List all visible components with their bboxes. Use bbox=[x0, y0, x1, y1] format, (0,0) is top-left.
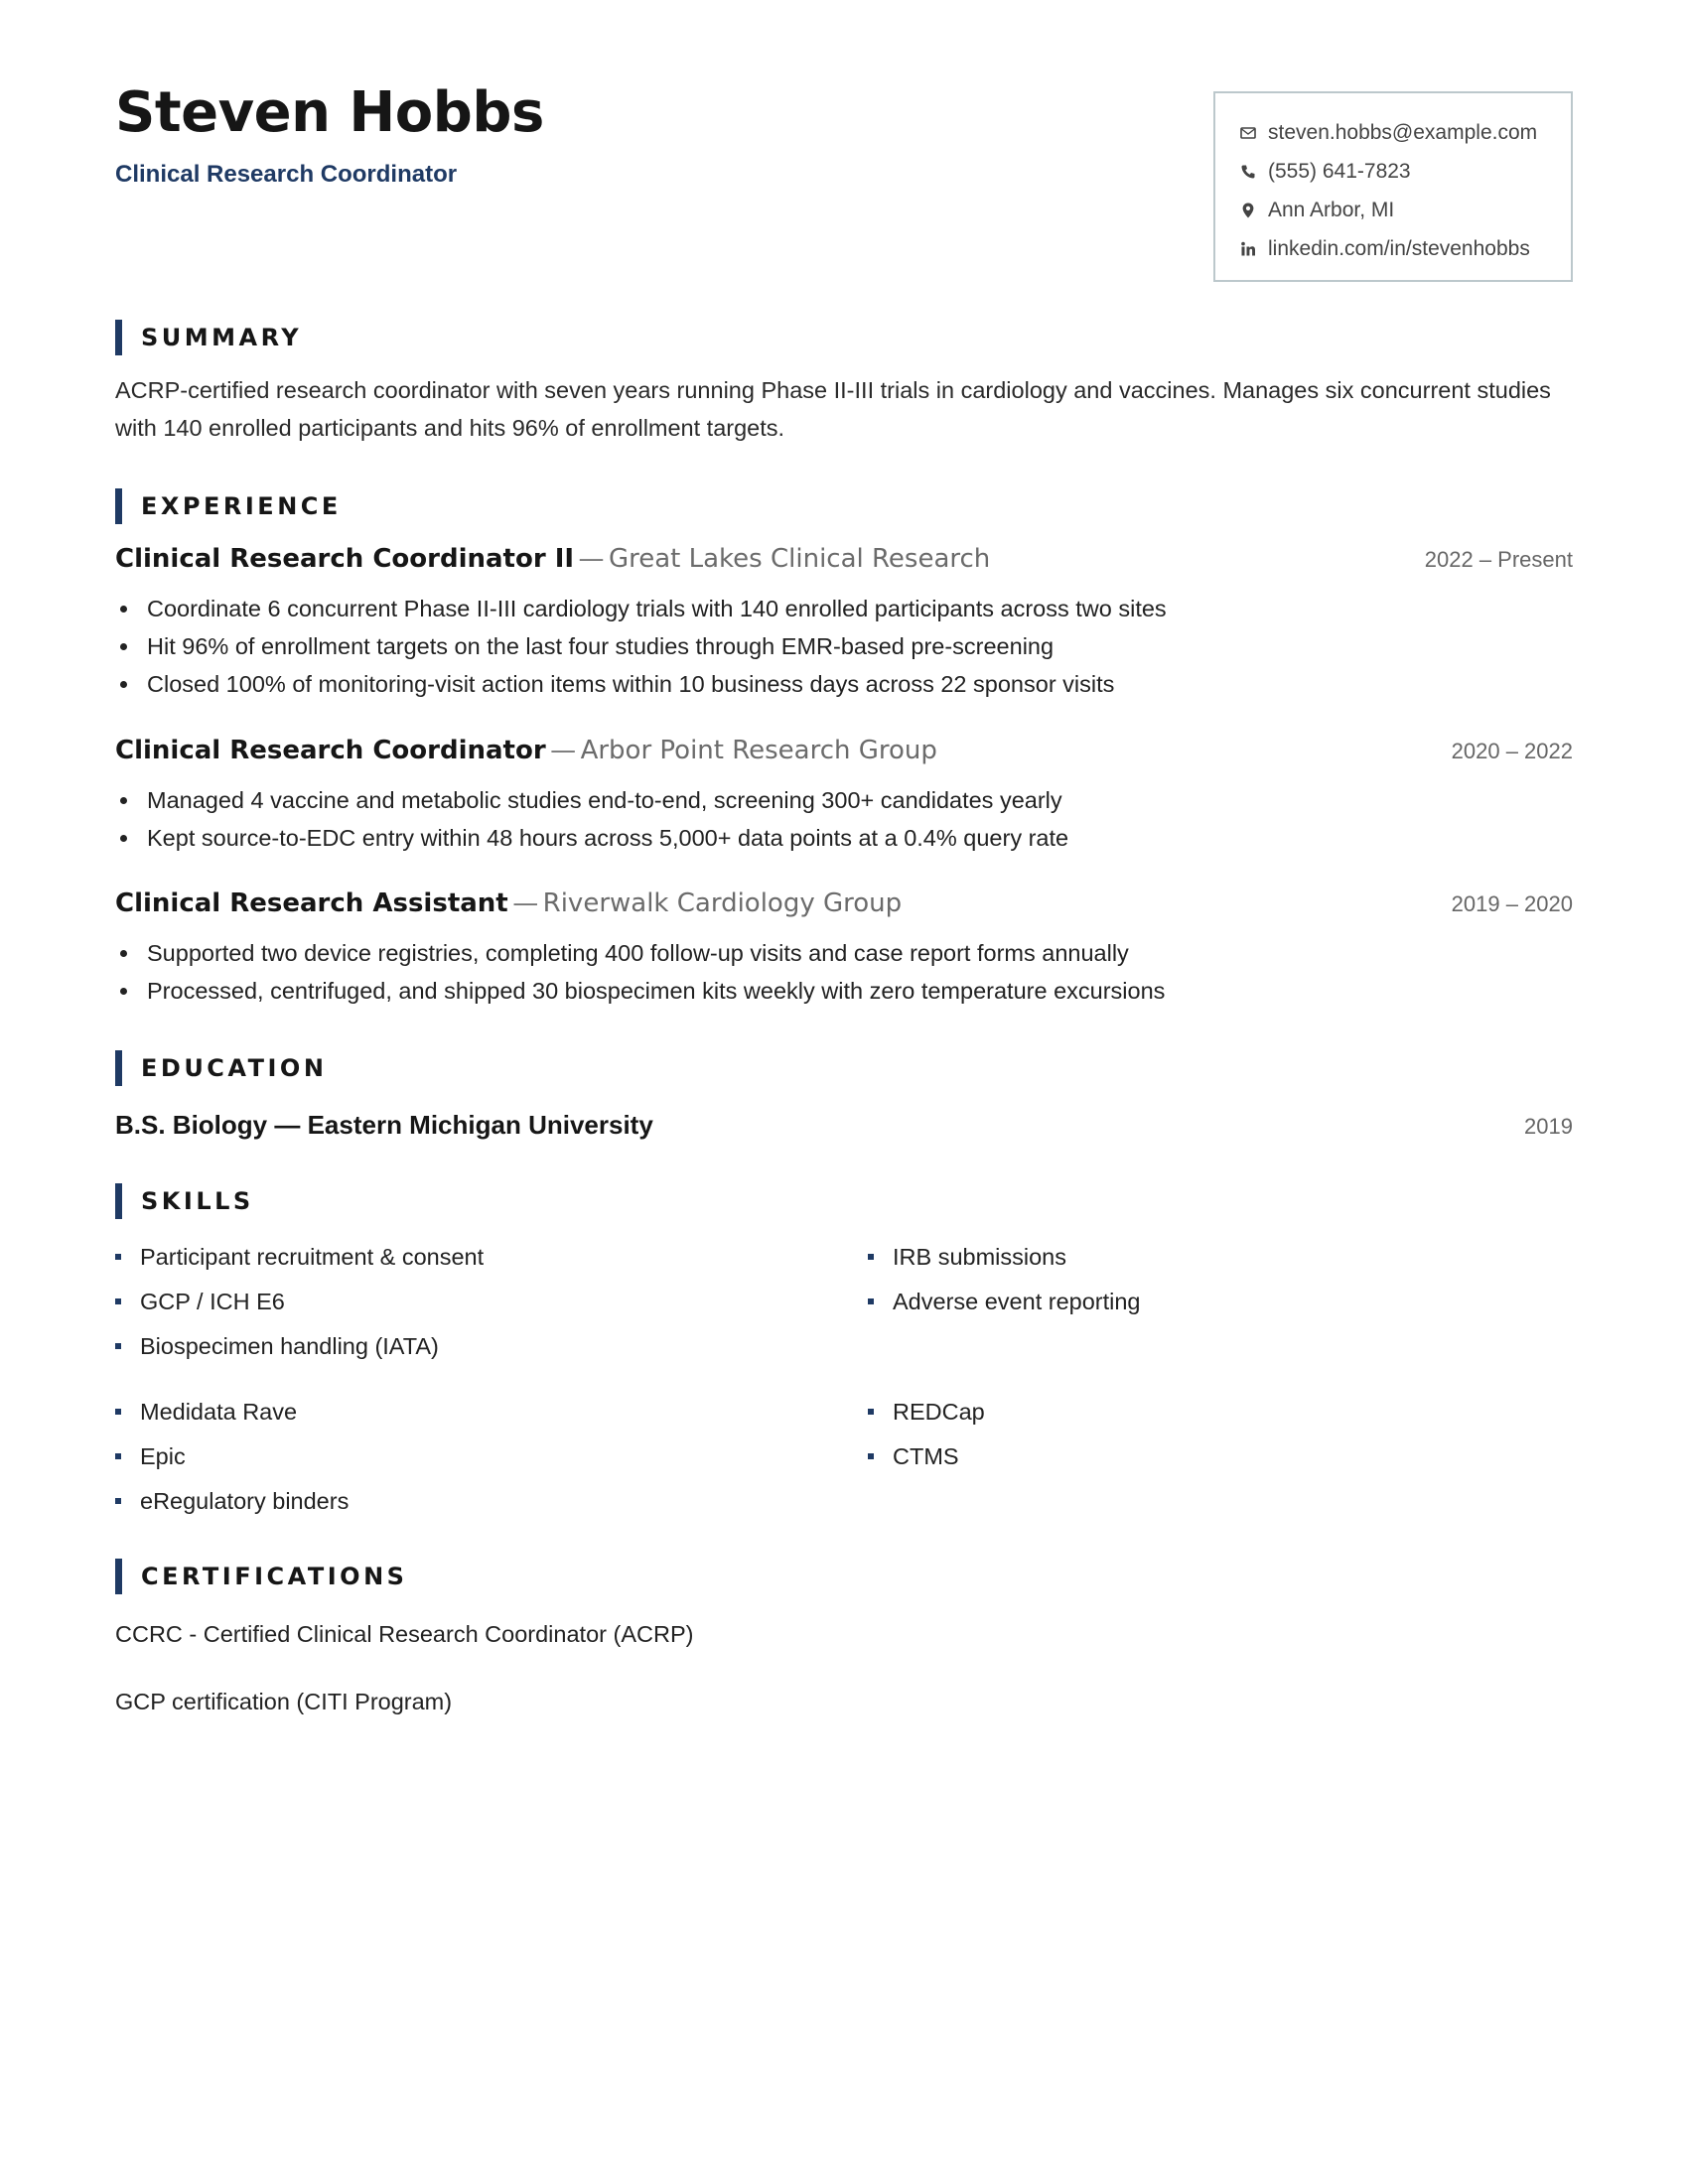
job-dates: 2022 – Present bbox=[1424, 547, 1573, 572]
job-entry bbox=[115, 888, 1573, 1010]
education-year: 2019 bbox=[1524, 1114, 1573, 1139]
skill-item: REDCap bbox=[868, 1390, 985, 1434]
job-organization: Riverwalk Cardiology Group bbox=[542, 888, 903, 918]
job-separator: — bbox=[578, 544, 605, 574]
linkedin-icon bbox=[1239, 240, 1257, 258]
job-bullets bbox=[115, 781, 1573, 857]
job-entry bbox=[115, 736, 1573, 857]
skills-heading bbox=[115, 1183, 254, 1219]
education-heading bbox=[115, 1050, 327, 1086]
summary-heading-text: SUMMARY bbox=[141, 324, 303, 351]
candidate-name: Steven Hobbs bbox=[115, 80, 544, 145]
education-entry bbox=[115, 1110, 1573, 1141]
skill-item: Participant recruitment & consent bbox=[115, 1235, 484, 1280]
contact-phone[interactable] bbox=[1239, 152, 1571, 191]
contact-box bbox=[1213, 91, 1573, 282]
job-role: Clinical Research Coordinator II bbox=[115, 544, 575, 574]
job-bullet: Supported two device registries, completing 400 follow-up visits and case report forms annually bbox=[115, 934, 1573, 972]
candidate-title: Clinical Research Coordinator bbox=[115, 161, 458, 188]
section-accent-bar bbox=[115, 1183, 122, 1219]
section-accent-bar bbox=[115, 488, 122, 524]
contact-linkedin[interactable] bbox=[1239, 229, 1571, 268]
resume-header bbox=[115, 0, 1573, 308]
job-bullet: Processed, centrifuged, and shipped 30 biospecimen kits weekly with zero temperature excursions bbox=[115, 972, 1573, 1010]
section-accent-bar bbox=[115, 1559, 122, 1594]
job-bullets bbox=[115, 934, 1573, 1010]
job-bullet: Kept source-to-EDC entry within 48 hours across 5,000+ data points at a 0.4% query rate bbox=[115, 819, 1573, 857]
contact-phone-text: (555) 641-7823 bbox=[1268, 159, 1411, 183]
contact-email[interactable] bbox=[1239, 113, 1571, 152]
skill-item: IRB submissions bbox=[868, 1235, 1141, 1280]
job-role: Clinical Research Assistant bbox=[115, 888, 508, 918]
contact-email-text: steven.hobbs@example.com bbox=[1268, 120, 1538, 144]
contact-location-text: Ann Arbor, MI bbox=[1268, 198, 1395, 221]
experience-heading bbox=[115, 488, 342, 524]
job-bullet: Coordinate 6 concurrent Phase II-III cardiology trials with 140 enrolled participants across two sites bbox=[115, 590, 1573, 627]
mail-icon bbox=[1239, 124, 1257, 142]
job-separator: — bbox=[512, 888, 539, 918]
certification-item: GCP certification (CITI Program) bbox=[115, 1689, 453, 1714]
section-accent-bar bbox=[115, 320, 122, 355]
skills-column-right bbox=[868, 1235, 1141, 1324]
job-bullet: Hit 96% of enrollment targets on the last four studies through EMR-based pre-screening bbox=[115, 627, 1573, 665]
skill-item: CTMS bbox=[868, 1434, 985, 1479]
job-organization: Great Lakes Clinical Research bbox=[608, 544, 991, 574]
skills-column-left bbox=[115, 1235, 484, 1369]
location-pin-icon bbox=[1239, 202, 1257, 219]
job-separator: — bbox=[550, 736, 577, 765]
skills-heading-text: SKILLS bbox=[141, 1187, 254, 1215]
summary-heading bbox=[115, 320, 302, 355]
job-bullets bbox=[115, 590, 1573, 703]
skill-item: Biospecimen handling (IATA) bbox=[115, 1324, 484, 1369]
job-bullet: Closed 100% of monitoring-visit action items within 10 business days across 22 sponsor visits bbox=[115, 665, 1573, 703]
skills-column-right bbox=[868, 1390, 985, 1479]
resume-page bbox=[115, 0, 1573, 1714]
job-role: Clinical Research Coordinator bbox=[115, 736, 546, 765]
job-entry bbox=[115, 544, 1573, 703]
job-dates: 2020 – 2022 bbox=[1451, 739, 1573, 763]
job-dates: 2019 – 2020 bbox=[1451, 891, 1573, 916]
skill-item: Medidata Rave bbox=[115, 1390, 349, 1434]
phone-icon bbox=[1239, 163, 1257, 181]
experience-heading-text: EXPERIENCE bbox=[141, 492, 342, 520]
job-bullet: Managed 4 vaccine and metabolic studies end-to-end, screening 300+ candidates yearly bbox=[115, 781, 1573, 819]
contact-location bbox=[1239, 191, 1571, 229]
certification-item: CCRC - Certified Clinical Research Coordinator (ACRP) bbox=[115, 1621, 694, 1647]
certifications-heading bbox=[115, 1559, 407, 1594]
section-accent-bar bbox=[115, 1050, 122, 1086]
skill-item: eRegulatory binders bbox=[115, 1479, 349, 1524]
skill-item: Adverse event reporting bbox=[868, 1280, 1141, 1324]
skill-item: Epic bbox=[115, 1434, 349, 1479]
education-heading-text: EDUCATION bbox=[141, 1054, 328, 1082]
skill-item: GCP / ICH E6 bbox=[115, 1280, 484, 1324]
certifications-heading-text: CERTIFICATIONS bbox=[141, 1563, 408, 1590]
contact-linkedin-text: linkedin.com/in/stevenhobbs bbox=[1268, 236, 1530, 260]
skills-column-left bbox=[115, 1390, 349, 1524]
summary-text: ACRP-certified research coordinator with seven years running Phase II-III trials in cardiology and vaccines. Manages six concurrent studies with 140 enrolled participants and hits 96% of enrollment targets. bbox=[115, 377, 1551, 441]
job-organization: Arbor Point Research Group bbox=[580, 736, 937, 765]
education-degree: B.S. Biology — Eastern Michigan University bbox=[115, 1110, 653, 1140]
